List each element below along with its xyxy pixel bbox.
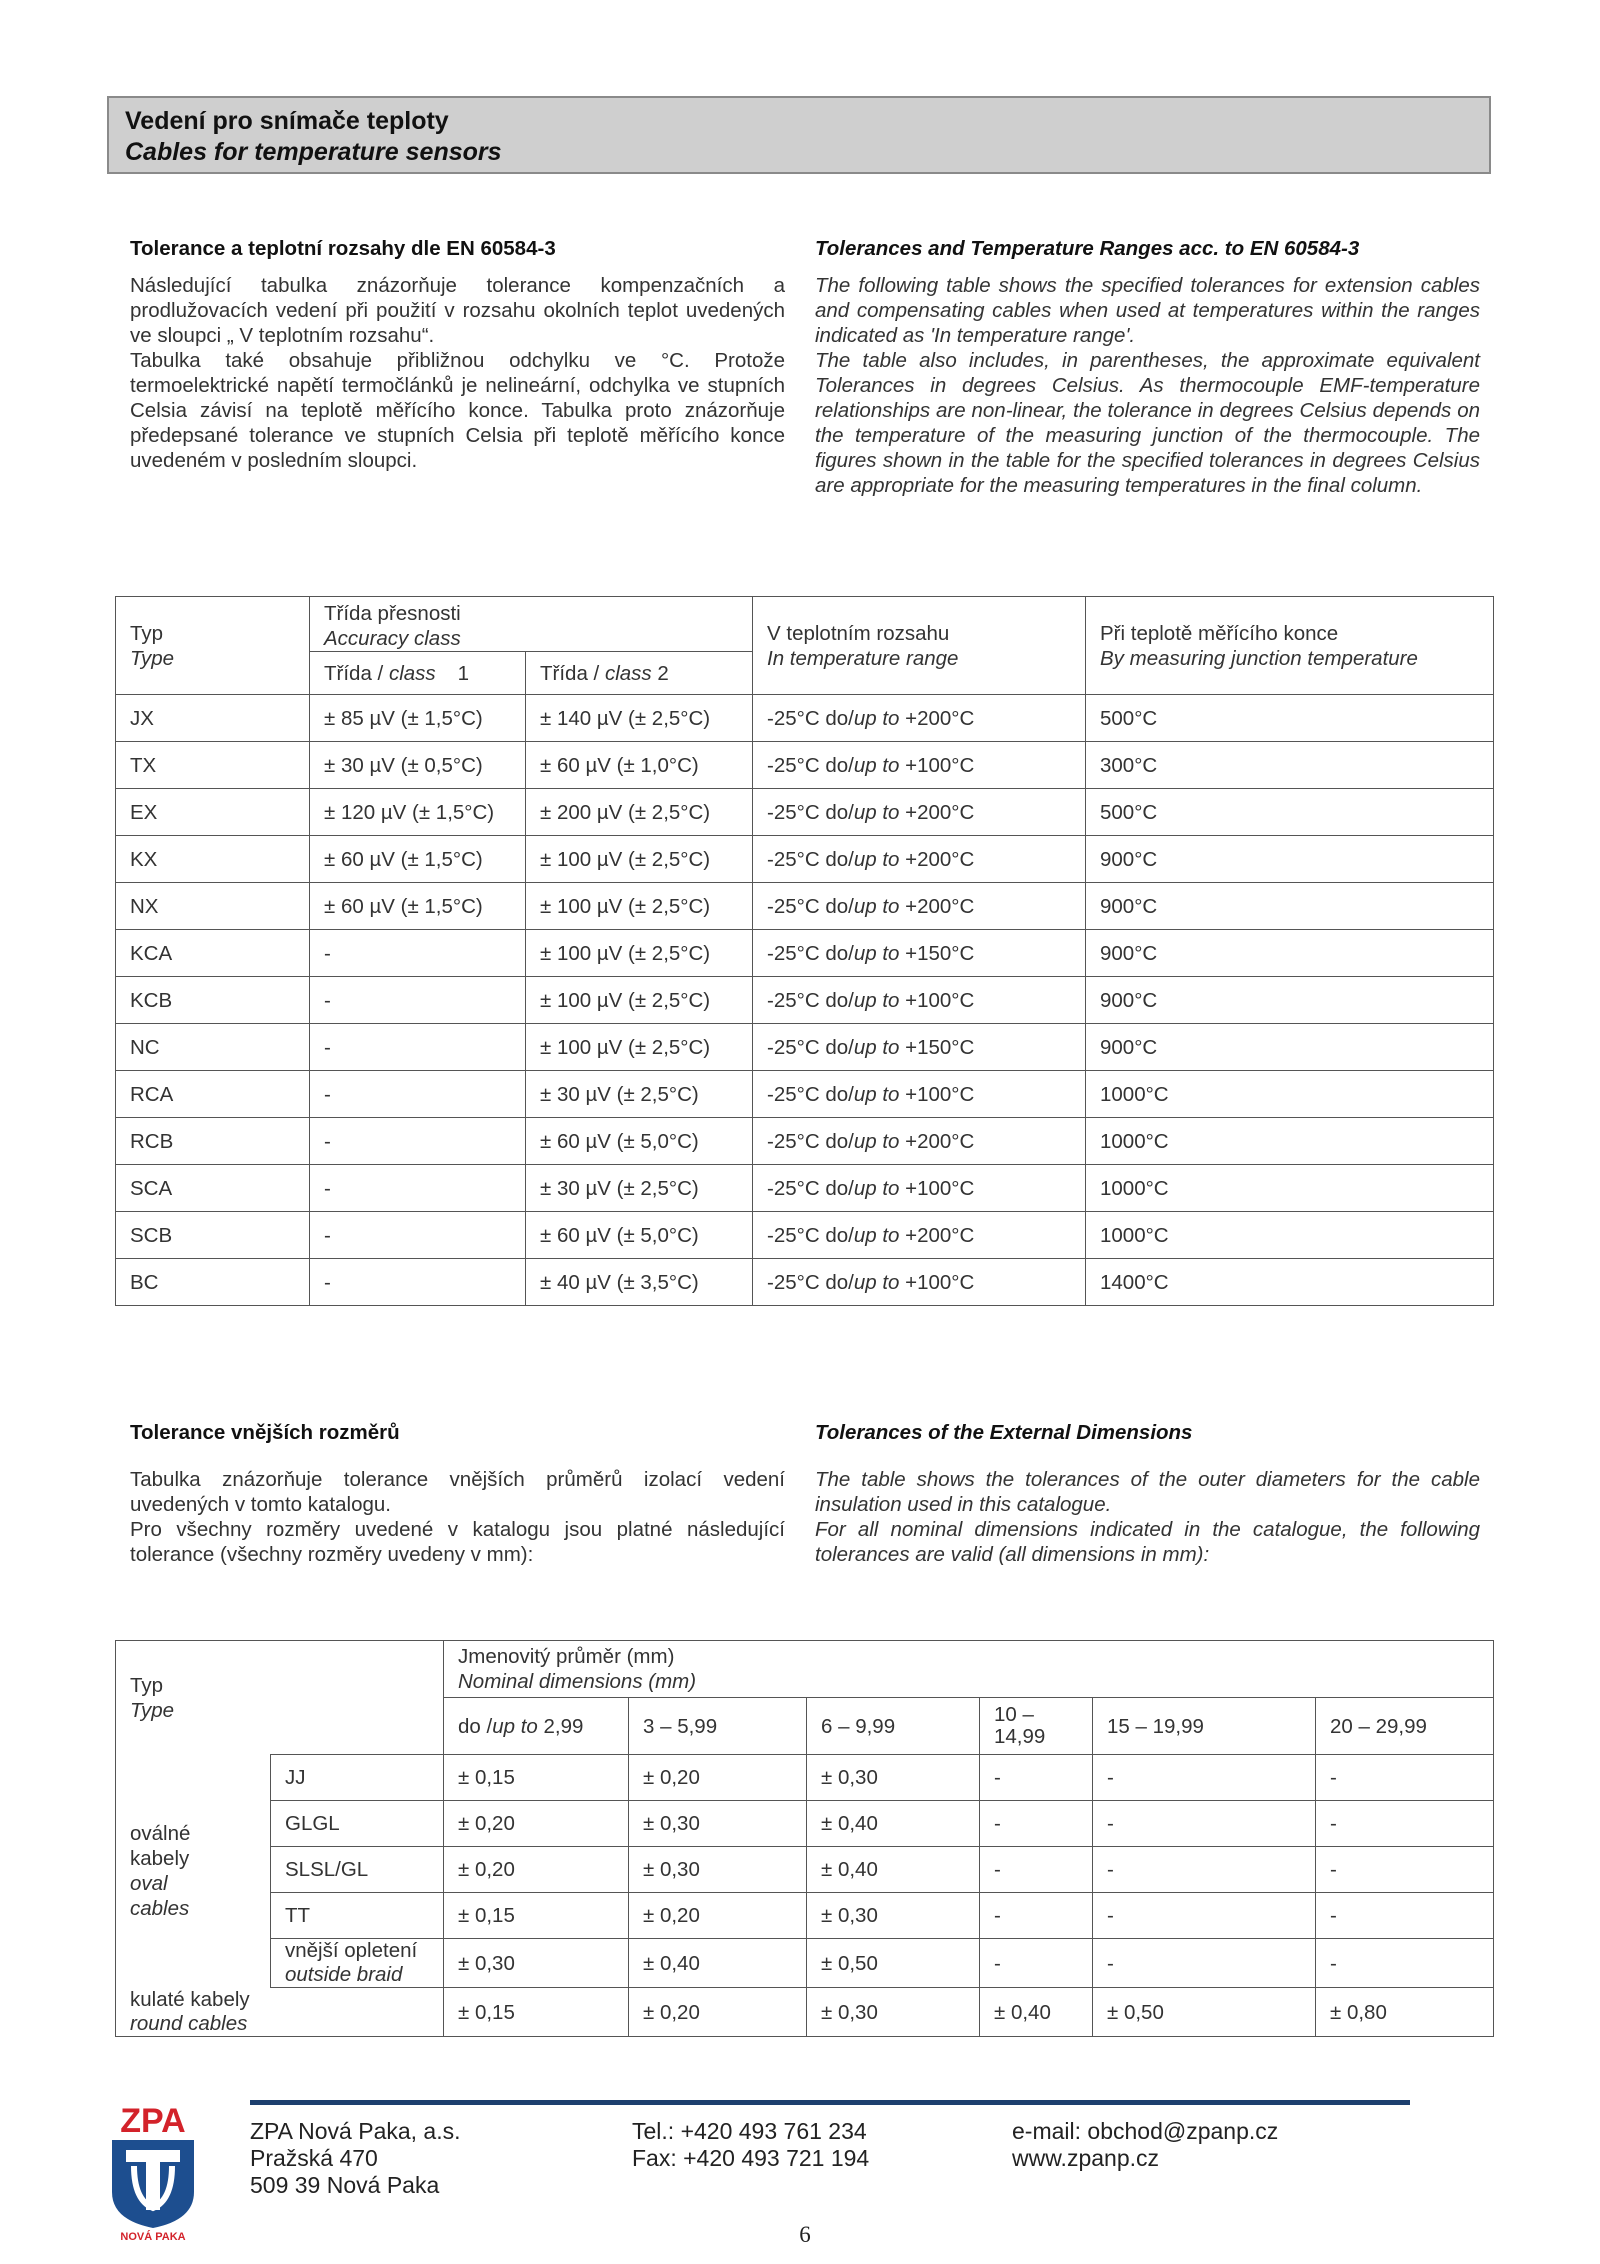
range-from: -25°C [767, 706, 826, 730]
range-from: -25°C [767, 847, 826, 871]
table-header-row [116, 597, 1494, 652]
class1-label-cz: Třída / [324, 661, 389, 685]
cell-class-1: - [310, 1165, 526, 1212]
range-sep-cz: do/ [825, 706, 854, 730]
cell-cable-type: GLGL [271, 1801, 444, 1847]
cell-cable-type: TT [271, 1893, 444, 1939]
cell-tolerance: ± 0,15 [444, 1893, 629, 1939]
range-to: +100°C [899, 1176, 975, 1200]
range-from: -25°C [767, 1129, 826, 1153]
range-sep-en: up to [853, 894, 900, 918]
footer-street: Pražská 470 [250, 2145, 378, 2171]
section-header [107, 96, 1491, 174]
range-from: -25°C [767, 1082, 826, 1106]
cell-type: KCA [116, 930, 310, 977]
cell-class-1: - [310, 977, 526, 1024]
cell-measuring-temp: 900°C [1086, 836, 1494, 883]
range-to: +150°C [899, 1035, 975, 1059]
cell-class-2: ± 60 µV (± 1,0°C) [526, 742, 753, 789]
cell-measuring-temp: 1000°C [1086, 1165, 1494, 1212]
cell-type: KX [116, 836, 310, 883]
cell-tolerance: - [1093, 1801, 1316, 1847]
round-label: kulaté kabely [130, 1988, 250, 2011]
cell-type: JX [116, 695, 310, 742]
range-sep-cz: do/ [825, 894, 854, 918]
dimensions-text-cz [130, 1420, 785, 1567]
footer-fax: Fax: +420 493 721 194 [632, 2145, 870, 2171]
cell-tolerance: ± 0,20 [629, 1755, 807, 1801]
cell-tolerance: - [1316, 1755, 1494, 1801]
cell-tolerance: ± 0,30 [807, 1755, 980, 1801]
cell-tolerance: ± 0,80 [1316, 1988, 1494, 2037]
cell-range [753, 977, 1086, 1024]
cell-tolerance: ± 0,50 [1093, 1988, 1316, 2037]
table-row [116, 789, 1494, 836]
header-measuring-junction [1086, 597, 1494, 695]
range-sep-en: up to [853, 1035, 900, 1059]
header-range-en: In temperature range [767, 646, 959, 670]
cell-class-2: ± 100 µV (± 2,5°C) [526, 1024, 753, 1071]
header-meas-en: By measuring junction temperature [1100, 646, 1418, 670]
range-from: -25°C [767, 941, 826, 965]
dims-nominal-cz: Jmenovitý průměr (mm) [458, 1645, 675, 1668]
dimensions-heading-en: Tolerances of the External Dimensions [815, 1421, 1193, 1444]
footer-rule [250, 2100, 1410, 2105]
cell-measuring-temp: 1000°C [1086, 1212, 1494, 1259]
class2-label-en: class [604, 661, 652, 685]
cell-type: RCB [116, 1118, 310, 1165]
cell-range [753, 1212, 1086, 1259]
range-sep-en: up to [853, 1176, 900, 1200]
dims-col-4-b: 14,99 [994, 1725, 1046, 1748]
table-row [116, 977, 1494, 1024]
cell-cable-type: SLSL/GL [271, 1847, 444, 1893]
tolerance-paragraph-cz-2: Tabulka také obsahuje přibližnou odchylku ve °C. Protože termoelektrické napětí termočlánků je nelineární, odchylka ve stupních Celsia závisí na teplotě měřícího konce. Tabulka proto znázorňuje předepsané tolerance ve stupních Celsia při teplotě měřícího konce uvedeném v posledním sloupci. [130, 349, 785, 472]
range-to: +100°C [899, 753, 975, 777]
cell-measuring-temp: 1000°C [1086, 1118, 1494, 1165]
cell-class-1: ± 120 µV (± 1,5°C) [310, 789, 526, 836]
dimensions-table [115, 1640, 1494, 2037]
tolerance-table-body [116, 695, 1494, 1306]
cell-cable-type: JJ [271, 1755, 444, 1801]
cell-tolerance: - [1316, 1939, 1494, 1988]
range-from: -25°C [767, 988, 826, 1012]
table-row [116, 1165, 1494, 1212]
cell-type: SCB [116, 1212, 310, 1259]
header-class-1 [310, 652, 526, 695]
tolerance-paragraph-en-1: The following table shows the specified tolerances for extension cables and compensating cables when used at temperatures within the ranges indicated as 'In temperature range'. [815, 274, 1480, 347]
table-row [116, 695, 1494, 742]
cell-tolerance: ± 0,20 [444, 1847, 629, 1893]
cell-range [753, 883, 1086, 930]
cell-class-2: ± 60 µV (± 5,0°C) [526, 1212, 753, 1259]
group-oval-cables [116, 1755, 271, 1988]
oval-label: oválné [130, 1822, 191, 1845]
cell-tolerance: - [980, 1755, 1093, 1801]
range-sep-en: up to [853, 800, 900, 824]
cell-class-1: ± 85 µV (± 1,5°C) [310, 695, 526, 742]
braid-label: outside braid [285, 1963, 403, 1986]
header-accuracy-en: Accuracy class [324, 627, 461, 650]
cell-range [753, 1024, 1086, 1071]
cell-class-2: ± 100 µV (± 2,5°C) [526, 930, 753, 977]
range-sep-en: up to [853, 1223, 900, 1247]
cell-class-2: ± 30 µV (± 2,5°C) [526, 1071, 753, 1118]
range-from: -25°C [767, 753, 826, 777]
dims-col-4-a: 10 – [994, 1703, 1034, 1726]
range-to: +200°C [899, 800, 975, 824]
header-accuracy-class [310, 597, 753, 652]
cell-type: SCA [116, 1165, 310, 1212]
cell-tolerance: - [980, 1801, 1093, 1847]
cell-type: EX [116, 789, 310, 836]
range-to: +100°C [899, 988, 975, 1012]
cell-tolerance: - [980, 1893, 1093, 1939]
logo-text: ZPA [120, 2102, 186, 2140]
range-sep-cz: do/ [825, 1270, 854, 1294]
dims-nominal-en: Nominal dimensions (mm) [458, 1670, 697, 1693]
cell-measuring-temp: 500°C [1086, 789, 1494, 836]
dims-type-en: Type [130, 1698, 175, 1722]
cell-tolerance: ± 0,30 [807, 1988, 980, 2037]
cell-range [753, 930, 1086, 977]
range-to: +200°C [899, 1129, 975, 1153]
cell-class-2: ± 140 µV (± 2,5°C) [526, 695, 753, 742]
dims-header-row [116, 1641, 1494, 1698]
range-sep-en: up to [853, 988, 900, 1012]
range-to: +100°C [899, 1082, 975, 1106]
range-to: +100°C [899, 1270, 975, 1294]
range-sep-en: up to [853, 706, 900, 730]
table-row [116, 1755, 1494, 1801]
table-row [116, 1259, 1494, 1306]
cell-tolerance: ± 0,30 [629, 1847, 807, 1893]
range-to: +200°C [899, 1223, 975, 1247]
footer-address [250, 2118, 461, 2199]
class1-label-en: class [388, 661, 436, 685]
table-row [116, 1212, 1494, 1259]
cell-measuring-temp: 900°C [1086, 977, 1494, 1024]
footer-website[interactable]: www.zpanp.cz [1012, 2145, 1160, 2171]
cell-measuring-temp: 1000°C [1086, 1071, 1494, 1118]
header-title-cz: Vedení pro snímače teploty [125, 107, 449, 135]
dims-col-1-en: up to [492, 1714, 538, 1738]
range-sep-cz: do/ [825, 1176, 854, 1200]
cell-cable-type [271, 1939, 444, 1988]
dimensions-text-en [815, 1420, 1480, 1567]
cell-class-1: - [310, 1024, 526, 1071]
header-range-cz: V teplotním rozsahu [767, 621, 950, 645]
range-sep-cz: do/ [825, 753, 854, 777]
footer-contact [1012, 2118, 1278, 2172]
cell-measuring-temp: 900°C [1086, 883, 1494, 930]
cell-tolerance: - [980, 1939, 1093, 1988]
cell-type: NX [116, 883, 310, 930]
range-sep-en: up to [853, 941, 900, 965]
table-row [116, 1847, 1494, 1893]
zpa-logo [108, 2100, 198, 2240]
range-sep-en: up to [853, 847, 900, 871]
cell-class-2: ± 100 µV (± 2,5°C) [526, 883, 753, 930]
cell-tolerance: - [980, 1847, 1093, 1893]
table-row [116, 1893, 1494, 1939]
cell-measuring-temp: 900°C [1086, 930, 1494, 977]
cell-tolerance: ± 0,40 [807, 1801, 980, 1847]
cell-class-2: ± 30 µV (± 2,5°C) [526, 1165, 753, 1212]
tolerance-text-cz [130, 236, 785, 473]
cell-class-1: - [310, 930, 526, 977]
cell-range [753, 1165, 1086, 1212]
cell-range [753, 1259, 1086, 1306]
table-row [116, 1988, 1494, 2037]
cell-tolerance: - [1316, 1847, 1494, 1893]
table-row [116, 1071, 1494, 1118]
range-from: -25°C [767, 1035, 826, 1059]
tolerance-paragraph-en-2: The table also includes, in parentheses, the approximate equivalent Tolerances in degrees Celsius. As thermocouple EMF-temperature relationships are non-linear, the tolerance in degrees Celsius depends on the temperature of the measuring junction of the thermocouple. The figures shown in the table for the specified tolerances in degrees Celsius are appropriate for the measuring temperatures in the final column. [815, 349, 1480, 497]
footer-phone [632, 2118, 869, 2172]
dims-header-type [116, 1641, 444, 1755]
header-type [116, 597, 310, 695]
cell-tolerance: ± 0,20 [629, 1893, 807, 1939]
header-class-2 [526, 652, 753, 695]
cell-tolerance: ± 0,20 [444, 1801, 629, 1847]
cell-tolerance: ± 0,15 [444, 1988, 629, 2037]
cell-class-2: ± 200 µV (± 2,5°C) [526, 789, 753, 836]
table-row [116, 1024, 1494, 1071]
range-to: +150°C [899, 941, 975, 965]
dimensions-paragraph-en-2: For all nominal dimensions indicated in the catalogue, the following tolerances are valid (all dimensions in mm): [815, 1518, 1480, 1566]
cell-range [753, 836, 1086, 883]
group-round-cables [116, 1988, 444, 2037]
oval-label: oval [130, 1872, 168, 1895]
cell-tolerance: ± 0,15 [444, 1755, 629, 1801]
cell-class-2: ± 40 µV (± 3,5°C) [526, 1259, 753, 1306]
cell-type: BC [116, 1259, 310, 1306]
table-row [116, 836, 1494, 883]
cell-class-2: ± 60 µV (± 5,0°C) [526, 1118, 753, 1165]
cell-tolerance: ± 0,40 [629, 1939, 807, 1988]
oval-label: cables [130, 1897, 190, 1920]
cell-tolerance: ± 0,30 [807, 1893, 980, 1939]
round-label: round cables [130, 2012, 248, 2035]
cell-tolerance: - [1093, 1893, 1316, 1939]
table-row [116, 1939, 1494, 1988]
range-sep-cz: do/ [825, 1223, 854, 1247]
dimensions-paragraph-cz-2: Pro všechny rozměry uvedené v katalogu jsou platné následující tolerance (všechny rozměry uvedeny v mm): [130, 1518, 785, 1566]
range-from: -25°C [767, 894, 826, 918]
tolerance-heading-cz: Tolerance a teplotní rozsahy dle EN 60584-3 [130, 237, 556, 260]
range-sep-cz: do/ [825, 1035, 854, 1059]
cell-measuring-temp: 500°C [1086, 695, 1494, 742]
class1-number: 1 [457, 661, 470, 685]
cell-type: TX [116, 742, 310, 789]
table-row [116, 742, 1494, 789]
range-to: +200°C [899, 706, 975, 730]
range-from: -25°C [767, 1176, 826, 1200]
dimensions-paragraph-en-1: The table shows the tolerances of the outer diameters for the cable insulation used in this catalogue. [815, 1468, 1480, 1516]
cell-tolerance: - [1316, 1801, 1494, 1847]
cell-tolerance: ± 0,40 [980, 1988, 1093, 2037]
cell-class-1: ± 60 µV (± 1,5°C) [310, 836, 526, 883]
footer-tel: Tel.: +420 493 761 234 [632, 2118, 867, 2144]
range-sep-cz: do/ [825, 1129, 854, 1153]
cell-range [753, 789, 1086, 836]
cell-range [753, 695, 1086, 742]
range-to: +200°C [899, 894, 975, 918]
range-sep-cz: do/ [825, 847, 854, 871]
header-title-en: Cables for temperature sensors [125, 138, 502, 166]
cell-tolerance: ± 0,30 [629, 1801, 807, 1847]
cell-type: RCA [116, 1071, 310, 1118]
tolerance-table [115, 596, 1494, 1306]
logo-subtext: NOVÁ PAKA [120, 2231, 186, 2240]
header-temperature-range [753, 597, 1086, 695]
cell-tolerance: - [1093, 1939, 1316, 1988]
dims-col-3: 6 – 9,99 [807, 1698, 980, 1755]
cell-measuring-temp: 900°C [1086, 1024, 1494, 1071]
dimensions-heading-cz: Tolerance vnějších rozměrů [130, 1421, 400, 1444]
range-sep-cz: do/ [825, 988, 854, 1012]
cell-class-2: ± 100 µV (± 2,5°C) [526, 977, 753, 1024]
range-from: -25°C [767, 1270, 826, 1294]
header-accuracy-cz: Třída přesnosti [324, 602, 461, 625]
class2-number: 2 [657, 661, 669, 685]
cell-tolerance: ± 0,50 [807, 1939, 980, 1988]
dimensions-paragraph-cz-1: Tabulka znázorňuje tolerance vnějších průměrů izolací vedení uvedených v tomto katalogu. [130, 1468, 785, 1516]
dims-col-2: 3 – 5,99 [629, 1698, 807, 1755]
table-row [116, 1118, 1494, 1165]
braid-label: vnější opletení [285, 1939, 418, 1962]
dims-col-6: 20 – 29,99 [1316, 1698, 1494, 1755]
dims-col-4 [980, 1698, 1093, 1755]
range-to: +200°C [899, 847, 975, 871]
dims-col-1 [444, 1698, 629, 1755]
range-from: -25°C [767, 800, 826, 824]
dims-header-nominal [444, 1641, 1494, 1698]
table-row [116, 930, 1494, 977]
range-sep-en: up to [853, 753, 900, 777]
header-type-cz: Typ [130, 621, 164, 645]
dims-col-1-num: 2,99 [537, 1714, 584, 1738]
cell-tolerance: ± 0,40 [807, 1847, 980, 1893]
dims-type-cz: Typ [130, 1673, 164, 1697]
header-type-en: Type [130, 646, 175, 670]
cell-class-1: ± 30 µV (± 0,5°C) [310, 742, 526, 789]
cell-class-1: - [310, 1212, 526, 1259]
cell-tolerance: ± 0,30 [444, 1939, 629, 1988]
cell-class-1: ± 60 µV (± 1,5°C) [310, 883, 526, 930]
cell-tolerance: - [1316, 1893, 1494, 1939]
cell-measuring-temp: 300°C [1086, 742, 1494, 789]
range-sep-cz: do/ [825, 800, 854, 824]
cell-class-1: - [310, 1071, 526, 1118]
range-sep-cz: do/ [825, 1082, 854, 1106]
cell-type: KCB [116, 977, 310, 1024]
oval-label: kabely [130, 1847, 190, 1870]
cell-tolerance: ± 0,20 [629, 1988, 807, 2037]
cell-tolerance: - [1093, 1755, 1316, 1801]
page-number: 6 [799, 2222, 811, 2247]
table-row [116, 1801, 1494, 1847]
cell-range [753, 1071, 1086, 1118]
tolerance-paragraph-cz-1: Následující tabulka znázorňuje tolerance kompenzačních a prodlužovacích vedení při použití v rozsahu okolních teplot uvedených ve sloupci „ V teplotním rozsahu“. [130, 274, 785, 347]
header-meas-cz: Při teplotě měřícího konce [1100, 621, 1339, 645]
footer-email[interactable]: e-mail: obchod@zpanp.cz [1012, 2118, 1279, 2144]
range-sep-en: up to [853, 1129, 900, 1153]
cell-class-1: - [310, 1118, 526, 1165]
cell-class-1: - [310, 1259, 526, 1306]
tolerance-heading-en: Tolerances and Temperature Ranges acc. to EN 60584-3 [815, 237, 1360, 260]
dims-col-1-cz: do / [458, 1714, 493, 1738]
cell-class-2: ± 100 µV (± 2,5°C) [526, 836, 753, 883]
range-sep-en: up to [853, 1082, 900, 1106]
tolerance-text-en [815, 236, 1480, 498]
dims-table-body [116, 1755, 1494, 2037]
range-sep-en: up to [853, 1270, 900, 1294]
range-sep-cz: do/ [825, 941, 854, 965]
class2-label-cz: Třída / [540, 661, 605, 685]
table-row [116, 883, 1494, 930]
cell-tolerance: - [1093, 1847, 1316, 1893]
cell-range [753, 742, 1086, 789]
dims-col-5: 15 – 19,99 [1093, 1698, 1316, 1755]
footer-company: ZPA Nová Paka, a.s. [250, 2118, 461, 2144]
footer-city: 509 39 Nová Paka [250, 2172, 440, 2198]
cell-type: NC [116, 1024, 310, 1071]
range-from: -25°C [767, 1223, 826, 1247]
cell-measuring-temp: 1400°C [1086, 1259, 1494, 1306]
cell-range [753, 1118, 1086, 1165]
